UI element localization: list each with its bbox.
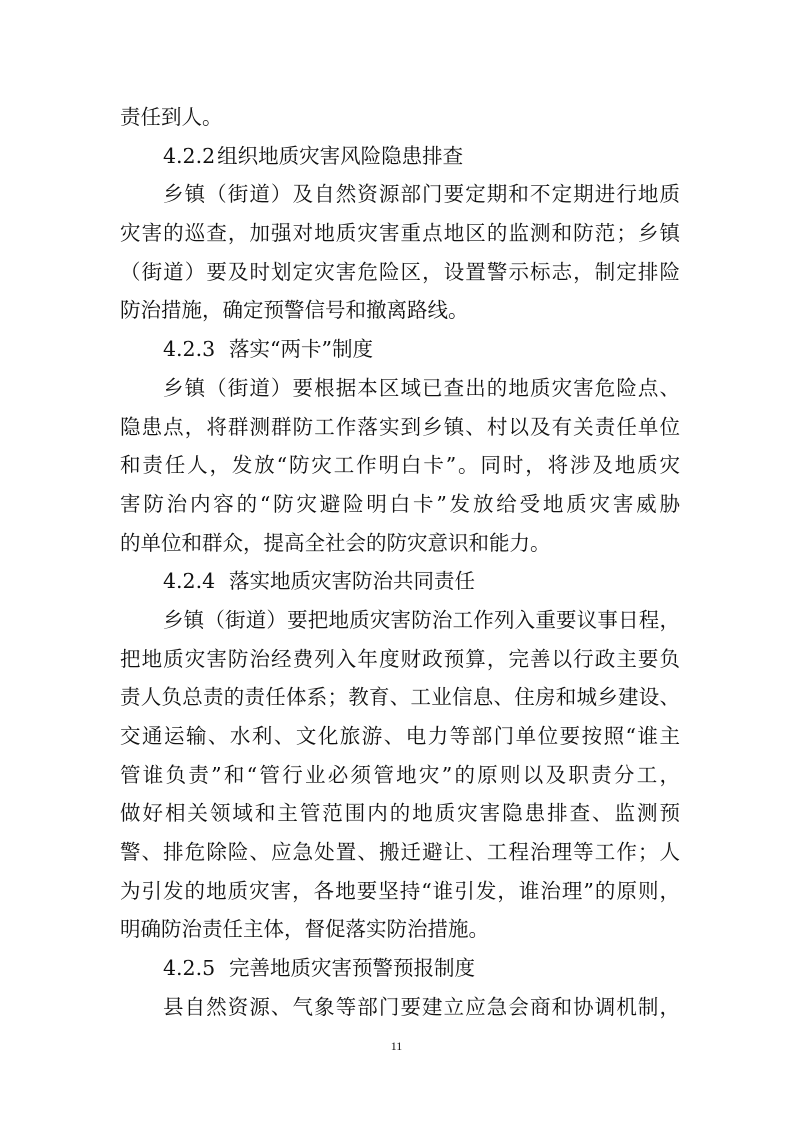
text-line: 乡镇（街道）要根据本区域已查出的地质灾害危险点、 — [163, 375, 680, 400]
section-heading-4-2-2 — [120, 137, 680, 176]
text-line: 乡镇（街道）要把地质灾害防治工作列入重要议事日程， — [163, 607, 680, 632]
text-line: 责人负总责的责任体系；教育、工业信息、住房和城乡建设、 — [120, 685, 680, 710]
text-line: 和责任人，发放“防灾工作明白卡”。同时，将涉及地质灾 — [120, 453, 680, 478]
text-line: 害防治内容的“防灾避险明白卡”发放给受地质灾害威胁 — [120, 491, 680, 516]
section-number: 4.2.3 — [163, 337, 216, 362]
section-title: 落实“两卡”制度 — [229, 337, 373, 362]
text-line: 的单位和群众，提高全社会的防灾意识和能力。 — [120, 530, 551, 555]
text-line: 防治措施，确定预警信号和撤离路线。 — [120, 298, 469, 323]
text-line: 明确防治责任主体，督促落实防治措施。 — [120, 917, 489, 942]
text-line: 交通运输、水利、文化旅游、电力等部门单位要按照“谁主 — [120, 724, 680, 748]
section-number: 4.2.4 — [163, 569, 216, 594]
section-title: 组织地质灾害风险隐患排查 — [217, 143, 464, 168]
text-line: 责任到人。 — [120, 105, 223, 129]
text-line: 隐患点，将群测群防工作落实到乡镇、村以及有关责任单位 — [120, 414, 680, 439]
section-title: 完善地质灾害预警预报制度 — [229, 956, 475, 981]
text-line: 管谁负责”和“管行业必须管地灾”的原则以及职责分工， — [120, 762, 680, 787]
section-number: 4.2.2 — [163, 143, 216, 168]
text-line: （街道）要及时划定灾害危险区，设置警示标志，制定排险 — [120, 259, 680, 284]
text-line: 乡镇（街道）及自然资源部门要定期和不定期进行地质 — [163, 182, 680, 207]
text-line: 做好相关领域和主管范围内的地质灾害隐患排查、监测预 — [120, 801, 680, 826]
text-line: 把地质灾害防治经费列入年度财政预算，完善以行政主要负 — [120, 646, 680, 671]
text-line: 为引发的地质灾害，各地要坚持“谁引发，谁治理”的原则， — [120, 878, 680, 903]
text-line: 警、排危除险、应急处置、搬迁避让、工程治理等工作；人 — [120, 840, 680, 865]
section-heading-4-2-5 — [120, 949, 680, 988]
text-line: 灾害的巡查，加强对地质灾害重点地区的监测和防范；乡镇 — [120, 221, 680, 246]
section-title: 落实地质灾害防治共同责任 — [229, 569, 475, 594]
section-heading-4-2-3 — [120, 330, 680, 369]
section-number: 4.2.5 — [163, 956, 216, 981]
body-text — [120, 98, 680, 1027]
text-line: 县自然资源、气象等部门要建立应急会商和协调机制， — [163, 994, 680, 1019]
page-number: 11 — [390, 1039, 403, 1053]
section-heading-4-2-4 — [120, 562, 680, 601]
